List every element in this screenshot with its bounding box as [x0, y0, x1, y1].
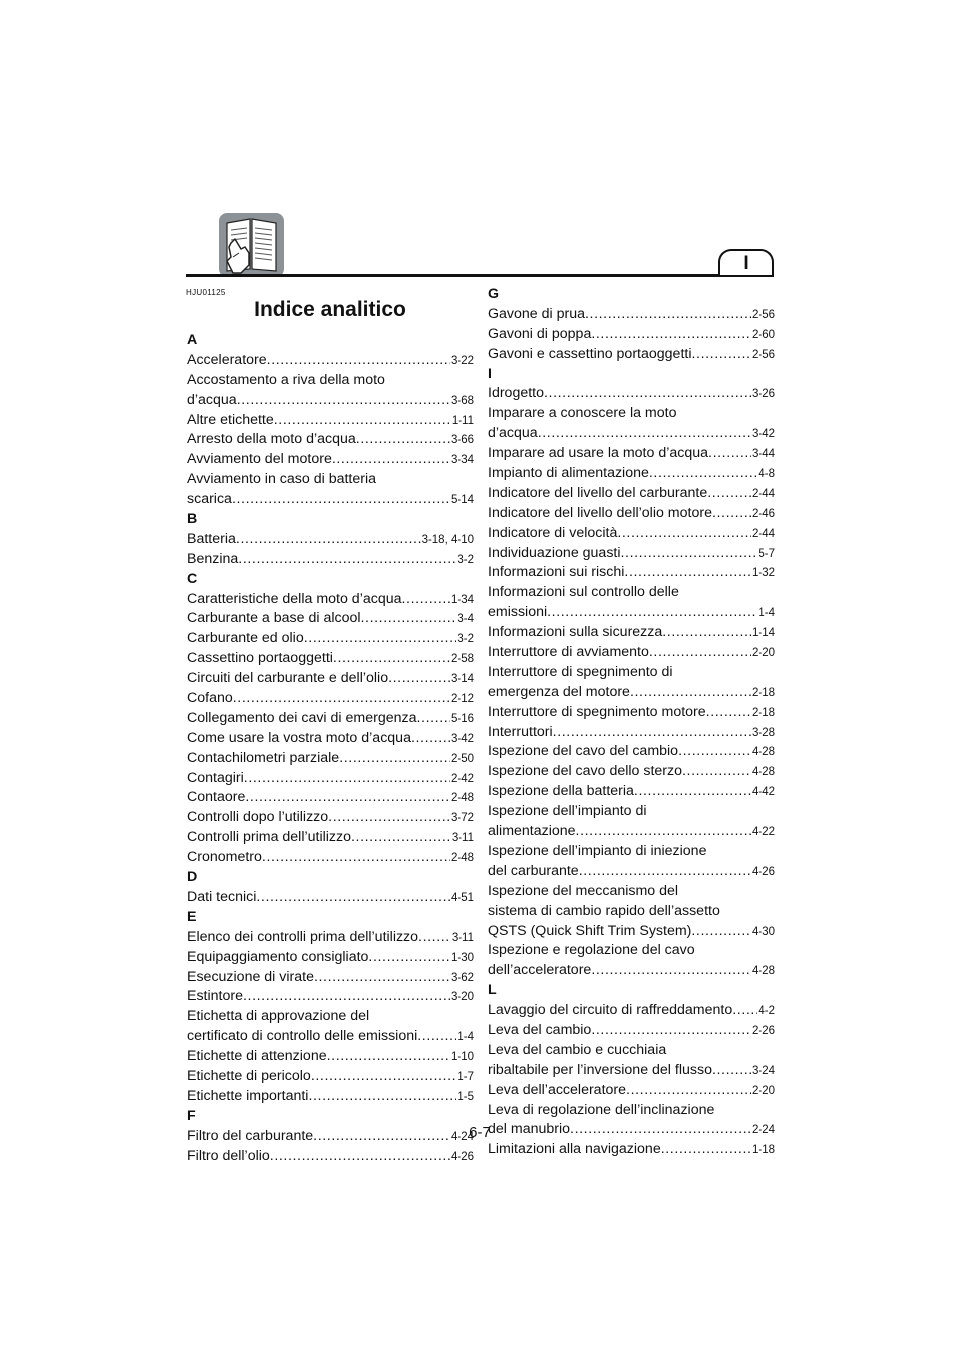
index-entry — [488, 623, 775, 643]
index-entry — [187, 968, 474, 988]
index-entry — [187, 1147, 474, 1167]
index-entry-page: 2-20 — [751, 1084, 775, 1097]
dot-leader — [621, 544, 758, 564]
dot-leader — [361, 609, 457, 629]
index-entry-page: 1-7 — [457, 1070, 474, 1083]
dot-leader — [682, 762, 751, 782]
dot-leader — [661, 1140, 751, 1160]
index-entry — [187, 948, 474, 968]
index-entry-title: Ispezione del cavo del cambio — [488, 743, 679, 760]
index-entry-line: Accostamento a riva della moto — [187, 371, 385, 388]
dot-leader — [332, 450, 450, 470]
index-entry-title: Caratteristiche della moto d’acqua — [187, 590, 402, 607]
dot-leader — [624, 563, 751, 583]
dot-leader — [691, 922, 751, 942]
dot-leader — [591, 961, 751, 981]
index-entry — [187, 669, 474, 689]
dot-leader — [232, 490, 450, 510]
dot-leader — [617, 524, 751, 544]
index-entry-title: Cofano — [187, 690, 233, 707]
index-section-letter: E — [187, 908, 197, 925]
index-entry-page: 2-58 — [450, 653, 474, 666]
index-entry — [187, 590, 474, 610]
index-entry-page: 1-4 — [457, 1031, 474, 1044]
index-entry — [488, 444, 775, 464]
dot-leader — [314, 968, 450, 988]
index-entry-title: Indicatore di velocità — [488, 524, 618, 541]
index-entry — [187, 550, 474, 570]
index-entry — [488, 742, 775, 762]
index-entry-page: 3-2 — [457, 633, 474, 646]
dot-leader — [339, 749, 450, 769]
index-entry-page: 3-14 — [450, 673, 474, 686]
index-entry-page: 5-7 — [758, 547, 775, 560]
index-entry-page: 2-12 — [450, 693, 474, 706]
index-entry-title: Ispezione della batteria — [488, 783, 634, 800]
index-entry-title: Controlli prima dell’utilizzo — [187, 829, 352, 846]
dot-leader — [308, 1087, 456, 1107]
index-entry — [187, 450, 474, 470]
index-entry-page: 3-11 — [451, 832, 474, 845]
index-entry-page: 2-44 — [751, 487, 775, 500]
index-entry-title: Batteria — [187, 530, 236, 547]
index-entry-title: Filtro dell’olio — [187, 1147, 270, 1164]
dot-leader — [417, 1027, 456, 1047]
index-entry-title: Ispezione del cavo dello sterzo — [488, 763, 683, 780]
index-entry — [187, 629, 474, 649]
index-entry — [488, 464, 775, 484]
dot-leader — [402, 590, 450, 610]
dot-leader — [553, 723, 751, 743]
index-entry-page: 5-14 — [450, 494, 474, 507]
dot-leader — [256, 888, 450, 908]
dot-leader — [327, 1047, 450, 1067]
index-entry-page: 3-20 — [450, 991, 474, 1004]
index-entry — [488, 862, 775, 882]
index-entry-page: 1-4 — [758, 607, 775, 620]
index-entry — [187, 987, 474, 1007]
index-entry-line: Ispezione del meccanismo del — [488, 882, 679, 899]
dot-leader — [662, 623, 751, 643]
dot-leader — [333, 649, 450, 669]
index-entry-title: Etichette di attenzione — [187, 1048, 327, 1065]
document-code: HJU01125 — [186, 288, 226, 297]
index-entry-title: Esecuzione di virate — [187, 968, 314, 985]
index-entry-page: 4-2 — [758, 1005, 775, 1018]
index-entry-title: Carburante a base di alcool — [187, 610, 361, 627]
index-entry-page: 2-26 — [751, 1024, 775, 1037]
index-entry-page: 4-22 — [751, 826, 775, 839]
index-entry-title: Acceleratore — [187, 351, 267, 368]
index-entry — [488, 384, 775, 404]
index-entry-page: 1-32 — [751, 567, 775, 580]
index-entry — [187, 609, 474, 629]
index-entry-page: 3-18, 4-10 — [421, 533, 474, 546]
index-entry — [488, 703, 775, 723]
index-entry-line: Leva del cambio e cucchiaia — [488, 1041, 667, 1058]
index-entry-page: 4-8 — [758, 468, 775, 481]
dot-leader — [591, 325, 751, 345]
index-entry-page: 2-56 — [751, 308, 775, 321]
index-entry-title: Gavoni e cassettino portaoggetti — [488, 345, 692, 362]
index-entry — [187, 530, 474, 550]
index-entry-page: 2-60 — [751, 328, 775, 341]
index-entry-title: alimentazione — [488, 823, 576, 840]
index-entry — [187, 490, 474, 510]
index-entry-line: Avviamento in caso di batteria — [187, 471, 377, 488]
index-section-letter: D — [187, 869, 198, 886]
index-section-letter: A — [187, 332, 198, 348]
index-entry — [488, 1140, 775, 1160]
index-entry-page: 1-18 — [751, 1144, 775, 1157]
index-entry — [488, 1061, 775, 1081]
dot-leader — [368, 948, 450, 968]
index-entry-page: 1-11 — [451, 414, 474, 427]
index-entry-title: d’acqua — [488, 425, 538, 442]
dot-leader — [712, 504, 751, 524]
index-entry-page: 2-20 — [751, 647, 775, 660]
dot-leader — [626, 1081, 751, 1101]
index-entry-title: Altre etichette — [187, 411, 274, 428]
index-entry — [187, 1047, 474, 1067]
index-entry-line: Etichetta di approvazione del — [187, 1008, 370, 1025]
index-entry — [488, 782, 775, 802]
index-entry — [488, 504, 775, 524]
index-entry-page: 2-48 — [450, 792, 474, 805]
dot-leader — [245, 788, 450, 808]
index-entry — [488, 484, 775, 504]
index-entry — [187, 788, 474, 808]
index-entry-title: Contachilometri parziale — [187, 749, 340, 766]
dot-leader — [243, 987, 450, 1007]
page-title: Indice analitico — [254, 298, 406, 321]
index-entry-page: 5-16 — [450, 712, 474, 725]
index-entry-title: Interruttore di avviamento — [488, 644, 649, 661]
index-entry — [488, 345, 775, 365]
dot-leader — [388, 669, 450, 689]
index-entry — [488, 1081, 775, 1101]
index-entry-line: Leva di regolazione dell’inclinazione — [488, 1101, 715, 1118]
index-entry-title: Arresto della moto d’acqua — [187, 431, 356, 448]
index-entry-page: 3-42 — [450, 732, 474, 745]
index-entry-page: 3-72 — [450, 812, 474, 825]
index-entry — [187, 749, 474, 769]
index-entry-title: Collegamento dei cavi di emergenza — [187, 709, 417, 726]
index-entry — [488, 544, 775, 564]
dot-leader — [630, 683, 751, 703]
dot-leader — [585, 305, 751, 325]
index-entry-title: Etichette di pericolo — [187, 1067, 311, 1084]
index-entry-page: 1-5 — [457, 1090, 474, 1103]
index-entry-page: 2-50 — [450, 752, 474, 765]
dot-leader — [538, 424, 751, 444]
index-entry — [187, 430, 474, 450]
index-entry-title: Informazioni sulla sicurezza — [488, 624, 663, 641]
dot-leader — [417, 709, 450, 729]
dot-leader — [570, 1120, 751, 1140]
dot-leader — [706, 703, 751, 723]
index-entry — [488, 643, 775, 663]
index-entry — [187, 928, 474, 948]
index-entry-title: Contaore — [187, 789, 246, 806]
index-entry — [187, 808, 474, 828]
index-entry — [187, 888, 474, 908]
dot-leader — [237, 391, 450, 411]
dot-leader — [634, 782, 751, 802]
index-entry-page: 3-66 — [450, 434, 474, 447]
index-entry-page: 1-34 — [450, 593, 474, 606]
index-entry-line: sistema di cambio rapido dell’assetto — [488, 902, 720, 919]
dot-leader — [304, 629, 457, 649]
index-section-letter: I — [488, 365, 492, 382]
index-entry-line: Ispezione dell’impianto di — [488, 803, 647, 820]
dot-leader — [233, 689, 450, 709]
index-entry-page: 2-48 — [450, 852, 474, 865]
index-entry — [187, 848, 474, 868]
index-entry-title: Idrogetto — [488, 385, 545, 402]
dot-leader — [732, 1001, 757, 1021]
index-entry-title: Carburante ed olio — [187, 630, 304, 647]
dot-leader — [311, 1067, 457, 1087]
index-entry-page: 4-28 — [751, 766, 775, 779]
index-entry-title: Interruttori — [488, 723, 553, 740]
index-section-letter: C — [187, 570, 198, 587]
index-entry-title: del manubrio — [488, 1121, 571, 1138]
dot-leader — [262, 848, 450, 868]
index-entry-title: Filtro del carburante — [187, 1127, 314, 1144]
index-entry-page: 4-42 — [751, 786, 775, 799]
index-entry — [187, 729, 474, 749]
index-entry — [488, 1001, 775, 1021]
index-entry-line: Interruttore di spegnimento di — [488, 663, 673, 680]
index-entry-line: Imparare a conoscere la moto — [488, 405, 677, 422]
index-entry — [187, 1027, 474, 1047]
index-entry — [488, 563, 775, 583]
index-entry-title: Benzina — [187, 550, 239, 567]
index-entry — [488, 325, 775, 345]
dot-leader — [649, 643, 751, 663]
index-entry — [488, 762, 775, 782]
page-number: 6-7 — [469, 1124, 491, 1141]
index-entry — [488, 922, 775, 942]
index-entry-title: Limitazioni alla navigazione — [488, 1141, 661, 1158]
manual-hand-icon — [219, 213, 284, 277]
dot-leader — [544, 384, 751, 404]
index-entry-title: Elenco dei controlli prima dell’utilizzo — [187, 928, 419, 945]
index-entry — [488, 424, 775, 444]
index-entry-title: Etichette importanti — [187, 1087, 309, 1104]
index-entry-page: 4-30 — [751, 925, 775, 938]
index-entry — [187, 709, 474, 729]
index-entry — [187, 391, 474, 411]
header-rule — [186, 274, 774, 277]
index-entry-page: 3-68 — [450, 394, 474, 407]
index-entry-title: emissioni — [488, 604, 548, 621]
dot-leader — [708, 444, 751, 464]
index-entry — [488, 305, 775, 325]
index-entry-page: 3-2 — [457, 553, 474, 566]
index-entry-page: 4-24 — [450, 1130, 474, 1143]
dot-leader — [418, 928, 451, 948]
index-entry-title: scarica — [187, 491, 232, 508]
index-entry-line: Informazioni sul controllo delle — [488, 584, 679, 601]
index-entry-line: Ispezione e regolazione del cavo — [488, 942, 695, 959]
index-entry — [488, 822, 775, 842]
index-entry-page: 2-18 — [751, 706, 775, 719]
index-entry-page: 2-24 — [751, 1124, 775, 1137]
index-entry-title: emergenza del motore — [488, 683, 630, 700]
index-entry — [187, 351, 474, 371]
index-entry-title: Leva del cambio — [488, 1021, 592, 1038]
dot-leader — [274, 411, 451, 431]
index-section-letter: F — [187, 1107, 196, 1124]
index-entry — [187, 1087, 474, 1107]
index-entry-title: Informazioni sui rischi — [488, 564, 625, 581]
index-column-left — [187, 331, 474, 1166]
index-entry-page: 2-18 — [751, 686, 775, 699]
dot-leader — [238, 550, 456, 570]
index-entry-title: Indicatore del livello dell’olio motore — [488, 504, 712, 521]
index-entry-title: Circuiti del carburante e dell’olio — [187, 670, 389, 687]
index-entry-page: 3-4 — [457, 613, 474, 626]
dot-leader — [244, 769, 450, 789]
index-entry-line: Ispezione dell’impianto di iniezione — [488, 842, 707, 859]
index-entry-title: d’acqua — [187, 391, 237, 408]
index-entry-title: QSTS (Quick Shift Trim System) — [488, 922, 692, 939]
index-column-right — [488, 285, 775, 1160]
index-entry — [488, 603, 775, 623]
dot-leader — [236, 530, 421, 550]
dot-leader — [591, 1021, 751, 1041]
index-section-letter: B — [187, 511, 198, 528]
dot-leader — [691, 345, 750, 365]
index-entry-page: 4-26 — [751, 865, 775, 878]
index-entry-title: del carburante — [488, 862, 579, 879]
index-entry-page: 4-28 — [751, 746, 775, 759]
index-entry-page: 3-44 — [751, 448, 775, 461]
index-entry-title: Impianto di alimentazione — [488, 465, 649, 482]
language-badge: I — [718, 249, 774, 275]
index-entry — [187, 411, 474, 431]
index-entry-page: 4-51 — [450, 891, 474, 904]
index-entry-title: Dati tecnici — [187, 888, 257, 905]
index-entry-page: 2-44 — [751, 527, 775, 540]
dot-leader — [267, 351, 450, 371]
index-entry-title: Contagiri — [187, 769, 244, 786]
index-entry-page: 3-34 — [450, 454, 474, 467]
index-entry — [187, 769, 474, 789]
dot-leader — [270, 1147, 450, 1167]
index-section-letter: G — [488, 286, 500, 302]
index-entry — [488, 1021, 775, 1041]
index-entry-page: 1-10 — [450, 1051, 474, 1064]
index-entry-page: 3-11 — [451, 931, 474, 944]
index-entry-page: 4-28 — [751, 965, 775, 978]
index-entry-page: 2-56 — [751, 348, 775, 361]
index-entry-title: Individuazione guasti — [488, 544, 621, 561]
index-entry — [187, 689, 474, 709]
index-entry-title: Lavaggio del circuito di raffreddamento — [488, 1002, 733, 1019]
index-entry-title: Interruttore di spegnimento motore — [488, 703, 706, 720]
dot-leader — [411, 729, 450, 749]
index-entry-title: Gavone di prua — [488, 305, 586, 322]
index-entry-page: 3-24 — [751, 1064, 775, 1077]
index-entry — [488, 1120, 775, 1140]
index-entry-title: Cassettino portaoggetti — [187, 650, 333, 667]
index-entry-title: Gavoni di poppa — [488, 325, 592, 342]
dot-leader — [712, 1061, 751, 1081]
index-entry-title: Controlli dopo l’utilizzo — [187, 809, 329, 826]
index-entry-title: ribaltabile per l’inversione del flusso — [488, 1061, 712, 1078]
index-entry — [488, 723, 775, 743]
index-entry-title: Imparare ad usare la moto d’acqua — [488, 445, 709, 462]
index-entry-title: Equipaggiamento consigliato — [187, 948, 369, 965]
index-entry-page: 2-42 — [450, 772, 474, 785]
dot-leader — [576, 822, 751, 842]
dot-leader — [547, 603, 757, 623]
index-entry-title: Come usare la vostra moto d’acqua — [187, 729, 411, 746]
index-entry — [187, 828, 474, 848]
index-entry — [488, 683, 775, 703]
index-entry-page: 3-62 — [450, 971, 474, 984]
index-entry-title: dell’acceleratore — [488, 962, 592, 979]
index-entry-title: Avviamento del motore — [187, 451, 332, 468]
index-entry — [488, 524, 775, 544]
index-entry — [187, 1067, 474, 1087]
index-entry-page: 1-14 — [751, 627, 775, 640]
dot-leader — [356, 430, 450, 450]
index-entry-title: Cronometro — [187, 849, 262, 866]
index-entry-title: Indicatore del livello del carburante — [488, 484, 708, 501]
index-entry-page: 1-30 — [450, 951, 474, 964]
index-entry — [488, 961, 775, 981]
index-entry — [187, 649, 474, 669]
index-section-letter: L — [488, 982, 497, 999]
index-entry-page: 4-26 — [450, 1150, 474, 1163]
index-entry-page: 2-46 — [751, 507, 775, 520]
dot-leader — [328, 808, 450, 828]
dot-leader — [678, 742, 751, 762]
dot-leader — [351, 828, 451, 848]
index-entry-page: 3-42 — [751, 428, 775, 441]
dot-leader — [579, 862, 751, 882]
index-entry-title: Estintore — [187, 988, 243, 1005]
index-entry-page: 3-28 — [751, 726, 775, 739]
dot-leader — [707, 484, 751, 504]
index-entry-title: certificato di controllo delle emissioni — [187, 1028, 418, 1045]
index-entry-page: 3-22 — [450, 354, 474, 367]
index-entry-page: 3-26 — [751, 388, 775, 401]
index-entry-title: Leva dell’acceleratore — [488, 1081, 627, 1098]
dot-leader — [649, 464, 757, 484]
